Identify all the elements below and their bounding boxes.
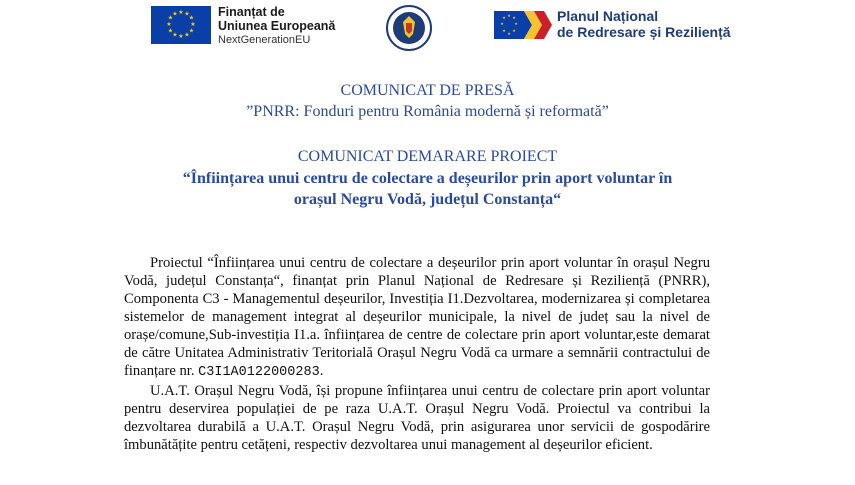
svg-text:★: ★: [512, 15, 516, 20]
project-title-line2: orașul Negru Vodă, județul Constanța“: [293, 191, 562, 208]
eu-line1: Finanțat de: [218, 5, 285, 19]
eu-line2: Uniunea Europeană: [218, 19, 336, 33]
pnrr-flag-icon: [494, 9, 552, 41]
page-title: COMUNICAT DE PRESĂ: [340, 82, 515, 99]
svg-text:★: ★: [166, 21, 172, 28]
svg-text:★: ★: [172, 31, 178, 39]
eu-funding-label: [218, 5, 335, 47]
svg-text:★: ★: [184, 10, 190, 18]
paragraph-1-end: .: [319, 363, 324, 379]
paragraph-1: [124, 254, 710, 382]
government-seal-icon: [385, 4, 433, 52]
svg-text:★: ★: [167, 27, 174, 35]
pnrr-label: [557, 8, 731, 40]
svg-text:★: ★: [172, 10, 178, 18]
svg-text:★: ★: [188, 14, 195, 22]
eu-line3: NextGenerationEU: [218, 34, 311, 46]
government-seal-logo: [385, 4, 433, 52]
paragraph-2: U.A.T. Orașul Negru Vodă, își propune înființarea unui centru de colectare prin aport voluntar pentru deservirea populației de pe raza U.A.T. Orașul Negru Vodă. Proiectul va contribui la dezvoltarea durabilă a U.A.T. Orașul Negru Vodă, prin asigurarea unor servicii de gospodărire îmbunătățite pentru cetățeni, respectiv dezvoltarea unui management al deșeurilor eficient.: [124, 383, 710, 453]
page-subtitle: ”PNRR: Fonduri pentru România modernă și reformată”: [246, 103, 609, 120]
svg-text:★: ★: [514, 21, 518, 26]
press-release-body: [124, 254, 710, 454]
svg-text:★: ★: [167, 14, 174, 22]
svg-text:★: ★: [512, 28, 516, 33]
svg-text:★: ★: [502, 28, 506, 33]
paragraph-1-text: Proiectul “Înființarea unui centru de colectare a deșeurilor prin aport voluntar în orașul Negru Vodă, județul Constanța“, finanțat prin Planul Național de Redresare și Reziliență (PNRR), Componenta C3 - Managementul deșeurilor, Investiția I1.Dezvoltarea, modernizarea și completarea sistemelor de management integrat al deșeurilor municipale, la nivel de județ sau la nivel de orașe/comune,Sub-investiția I1.a. înființarea de centre de colectare prin aport voluntar,este demarat de către Unitatea Administrativ Teritorială Orașul Negru Vodă ca urmare a semnării contractului de finanțare nr.: [124, 255, 710, 379]
project-heading: COMUNICAT DEMARARE PROIECT: [297, 148, 558, 165]
pnrr-line2: de Redresare și Reziliență: [557, 24, 731, 40]
svg-text:★: ★: [507, 13, 511, 18]
svg-text:★: ★: [188, 27, 195, 35]
svg-text:★: ★: [502, 15, 506, 20]
svg-text:★: ★: [178, 33, 184, 40]
project-title-line1: “Înființarea unui centru de colectare a deșeurilor prin aport voluntar în: [182, 170, 673, 187]
eu-flag-logo: [151, 6, 211, 44]
contract-number: C3I1A0122000283: [198, 365, 320, 380]
svg-text:★: ★: [507, 31, 511, 36]
pnrr-logo: [494, 9, 552, 41]
eu-stars-icon: [151, 6, 211, 44]
svg-text:★: ★: [178, 9, 184, 16]
pnrr-line1: Planul Național: [557, 8, 659, 24]
svg-text:★: ★: [190, 21, 196, 28]
project-title: [0, 168, 855, 210]
svg-text:★: ★: [500, 21, 504, 26]
svg-text:★: ★: [184, 31, 190, 39]
